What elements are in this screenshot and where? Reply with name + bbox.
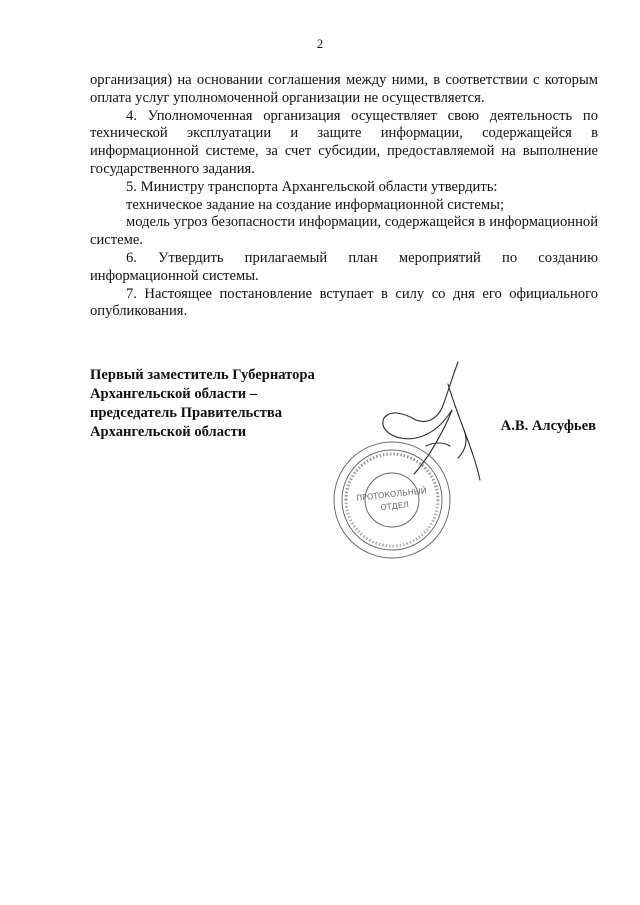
- signatory-position-line: Архангельской области: [90, 424, 247, 440]
- handwritten-signature: [383, 362, 480, 480]
- seal-inner-text-line2: ОТДЕЛ: [380, 500, 410, 513]
- signatory-position-line: Первый заместитель Губернатора: [90, 367, 315, 383]
- signatory-position: [90, 366, 315, 442]
- page-number: 2: [316, 36, 324, 51]
- seal-stamp: [334, 442, 450, 558]
- signatory-name: А.В. Алсуфьев: [500, 418, 596, 434]
- paragraph-3: 5. Министру транспорта Архангельской области утвердить:: [126, 178, 498, 195]
- paragraph-7: 7. Настоящее постановление вступает в силу со дня его официального опубликования.: [90, 285, 598, 320]
- paragraph-4: техническое задание на создание информационной системы;: [126, 196, 505, 213]
- paragraph-1: организация) на основании соглашения между ними, в соответствии с которым оплата услуг уполномоченной организации не осуществляется.: [90, 72, 598, 106]
- document-body: [90, 72, 598, 321]
- paragraph-5: модель угроз безопасности информации, содержащейся в информационной системе.: [90, 214, 598, 249]
- signatory-position-line: председатель Правительства: [90, 405, 283, 421]
- seal-inner-text-line1: ПРОТОКОЛЬНЫЙ: [355, 486, 428, 503]
- signatory-position-line: Архангельской области –: [90, 386, 258, 402]
- seal-outer-ring: [334, 442, 450, 558]
- paragraph-2: 4. Уполномоченная организация осуществляет свою деятельность по технической эксплуатации и защите информации, содержащейся в информационной системе, за счет субсидии, предоставляемой на выполнение государственного задания.: [90, 107, 598, 177]
- paragraph-6: 6. Утвердить прилагаемый план мероприятий по созданию информационной системы.: [90, 249, 598, 284]
- seal-and-signature: [330, 350, 510, 570]
